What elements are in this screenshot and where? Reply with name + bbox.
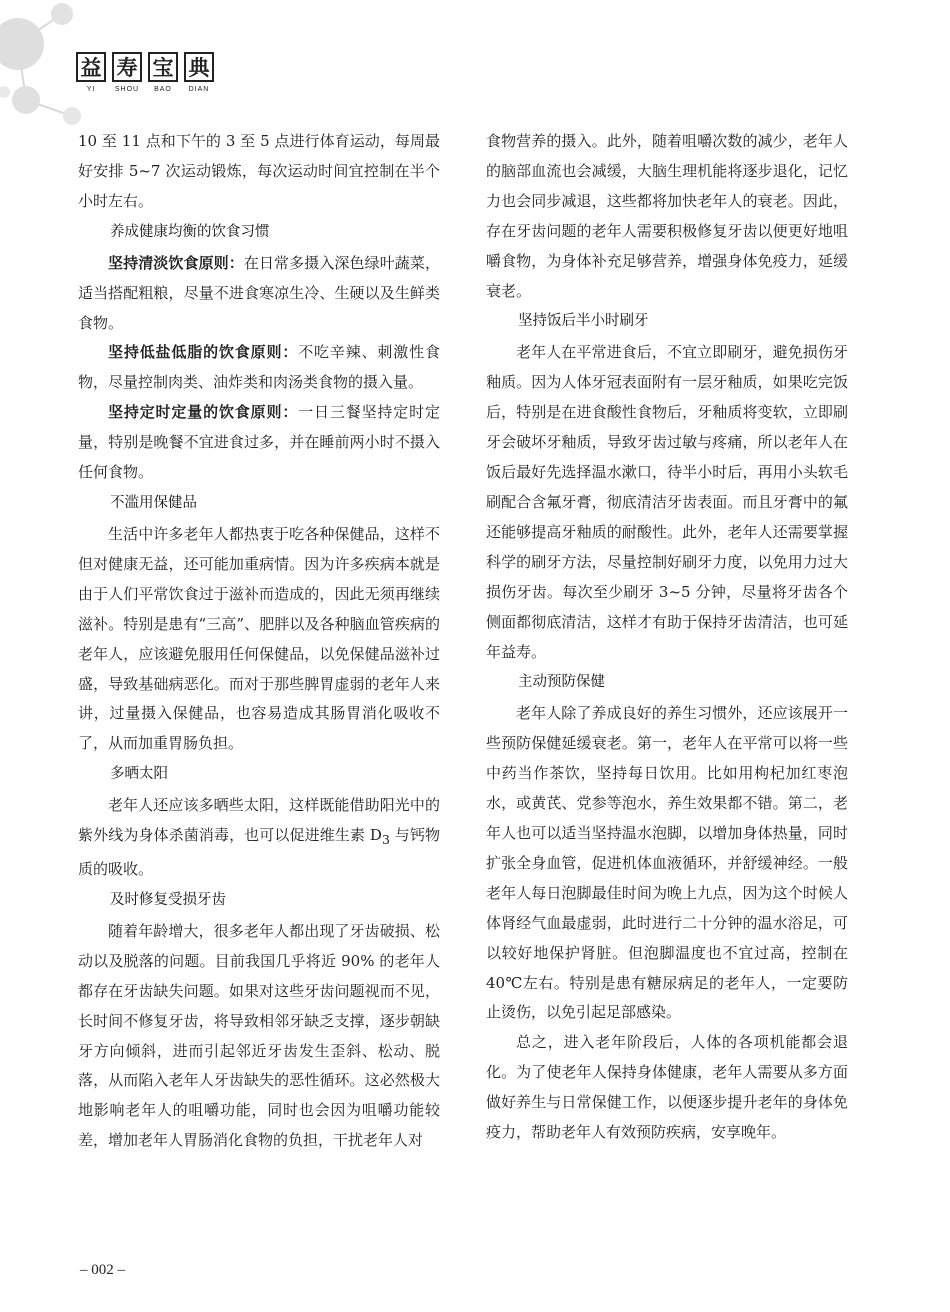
masthead-pinyin: [76, 86, 214, 93]
right-column: [486, 127, 848, 1148]
diet-lowsalt-lead: 坚持低盐低脂的饮食原则：: [108, 343, 299, 362]
paragraph-sun: [78, 791, 440, 885]
heading-brush: 坚持饭后半小时刷牙: [518, 313, 649, 330]
diet-regular-lead: 坚持定时定量的饮食原则：: [108, 403, 299, 422]
masthead-char: 宝: [148, 52, 178, 82]
diet-light-text: 在日常多摄入深色绿叶蔬菜，适当搭配粗粮，尽量不进食寒凉生冷、生硬以及生鲜类食物。: [78, 253, 440, 332]
diet-light-lead: 坚持清淡饮食原则：: [108, 253, 244, 272]
paragraph-diet-light: [78, 249, 440, 339]
page-number: – 002 –: [80, 1262, 125, 1278]
heading-diet: 养成健康均衡的饮食习惯: [110, 223, 270, 240]
masthead-char: 典: [184, 52, 214, 82]
masthead-title: [76, 52, 214, 82]
heading-sun: 多晒太阳: [110, 766, 168, 783]
paragraph-diet-lowsalt: [78, 338, 440, 398]
sun-subscript: 3: [381, 832, 390, 848]
sun-text-a: 老年人还应该多晒些太阳，这样既能借助阳光中的紫外线为身体杀菌消毒，也可以促进维生素 D: [78, 796, 440, 845]
paragraph-supplement: 生活中许多老年人都热衷于吃各种保健品，这样不但对健康无益，还可能加重病情。因为许多疾病本就是由于人们平常饮食过于滋补而造成的，因此无须再继续滋补。特别是患有“三高”、肥胖以及各种脑血管疾病的老年人，应该避免服用任何保健品，以免保健品滋补过盛，导致基础病恶化。而对于那些脾胃虚弱的老年人来讲，过量摄入保健品，也容易造成其肠胃消化吸收不了，从而加重胃肠负担。: [78, 524, 440, 753]
diet-regular-text: 一日三餐坚持定时定量，特别是晚餐不宜进食过多，并在睡前两小时不摄入任何食物。: [78, 403, 440, 482]
diet-lowsalt-text: 不吃辛辣、刺激性食物，尽量控制肉类、油炸类和肉汤类食物的摄入量。: [78, 343, 440, 392]
paragraph-teeth: 随着年龄增大，很多老年人都出现了牙齿破损、松动以及脱落的问题。目前我国几乎将近 90% 的老年人都存在牙齿缺失问题。如果对这些牙齿问题视而不见，长时间不修复牙齿，将导致相邻牙缺乏支撑，逐步朝缺牙方向倾斜，进而引起邻近牙齿发生歪斜、松动、脱落，从而陷入老年人牙齿缺失的恶性循环。这必然极大地影响老年人的咀嚼功能，同时也会因为咀嚼功能较差，增加老年人胃肠消化食物的负担，干扰老年人对: [78, 921, 440, 1150]
paragraph-prevent: 老年人除了养成良好的养生习惯外，还应该展开一些预防保健延缓衰老。第一，老年人在平常可以将一些中药当作茶饮，坚持每日饮用。比如用枸杞加红枣泡水，或黄芪、党参等泡水，养生效果都不错。第二，老年人也可以适当坚持温水泡脚，以增加身体热量，同时扩张全身血管，促进机体血液循环，并舒缓神经。一般老年人每日泡脚最佳时间为晚上九点，因为这个时候人体肾经气血最虚弱，此时进行二十分钟的温水浴足，可以较好地保护肾脏。但泡脚温度也不宜过高，控制在 40℃左右。特别是患有糖尿病足的老年人，一定要防止烫伤，以免引起足部感染。: [486, 704, 848, 1022]
pinyin-syllable: DIAN: [188, 86, 210, 93]
paragraph-summary: 总之，进入老年阶段后，人体的各项机能都会退化。为了使老年人保持身体健康，老年人需要从多方面做好养生与日常保健工作，以便逐步提升老年的身体免疫力，帮助老年人有效预防疾病，安享晚年。: [486, 1033, 848, 1142]
pinyin-syllable: YI: [86, 86, 96, 93]
heading-teeth: 及时修复受损牙齿: [110, 891, 226, 908]
paragraph-teeth-continued: 食物营养的摄入。此外，随着咀嚼次数的减少，老年人的脑部血流也会减缓，大脑生理机能将逐步退化，记忆力也会同步减退，这些都将加快老年人的衰老。因此，存在牙齿问题的老年人需要积极修复牙齿以便更好地咀嚼食物，为身体补充足够营养，增强身体免疫力，延缓衰老。: [486, 132, 848, 300]
heading-prevent: 主动预防保健: [518, 674, 605, 691]
masthead-char: 益: [76, 52, 106, 82]
heading-supplement: 不滥用保健品: [110, 494, 197, 511]
pinyin-syllable: BAO: [154, 86, 172, 93]
left-column: [78, 127, 440, 1156]
paragraph-diet-regular: [78, 398, 440, 488]
sun-text-b: 与钙物质的吸收。: [78, 826, 440, 879]
paragraph-brush: 老年人在平常进食后，不宜立即刷牙，避免损伤牙釉质。因为人体牙冠表面附有一层牙釉质，如果吃完饭后，特别是在进食酸性食物后，牙釉质将变软，立即刷牙会破坏牙釉质，导致牙齿过敏与疼痛，所以老年人在饭后最好先选择温水漱口，待半小时后，再用小头软毛刷配合含氟牙膏，彻底清洁牙齿表面。而且牙膏中的氟还能够提高牙釉质的耐酸性。此外，老年人还需要掌握科学的刷牙方法，尽量控制好刷牙力度，以免用力过大损伤牙齿。每次至少刷牙 3~5 分钟，尽量将牙齿各个侧面都彻底清洁，这样才有助于保持牙齿清洁，也可延年益寿。: [486, 343, 848, 661]
paragraph-intro: 10 至 11 点和下午的 3 至 5 点进行体育运动，每周最好安排 5~7 次运动锻炼，每次运动时间宜控制在半个小时左右。: [78, 132, 440, 210]
masthead-char: 寿: [112, 52, 142, 82]
pinyin-syllable: SHOU: [114, 86, 140, 93]
masthead: [76, 52, 214, 93]
